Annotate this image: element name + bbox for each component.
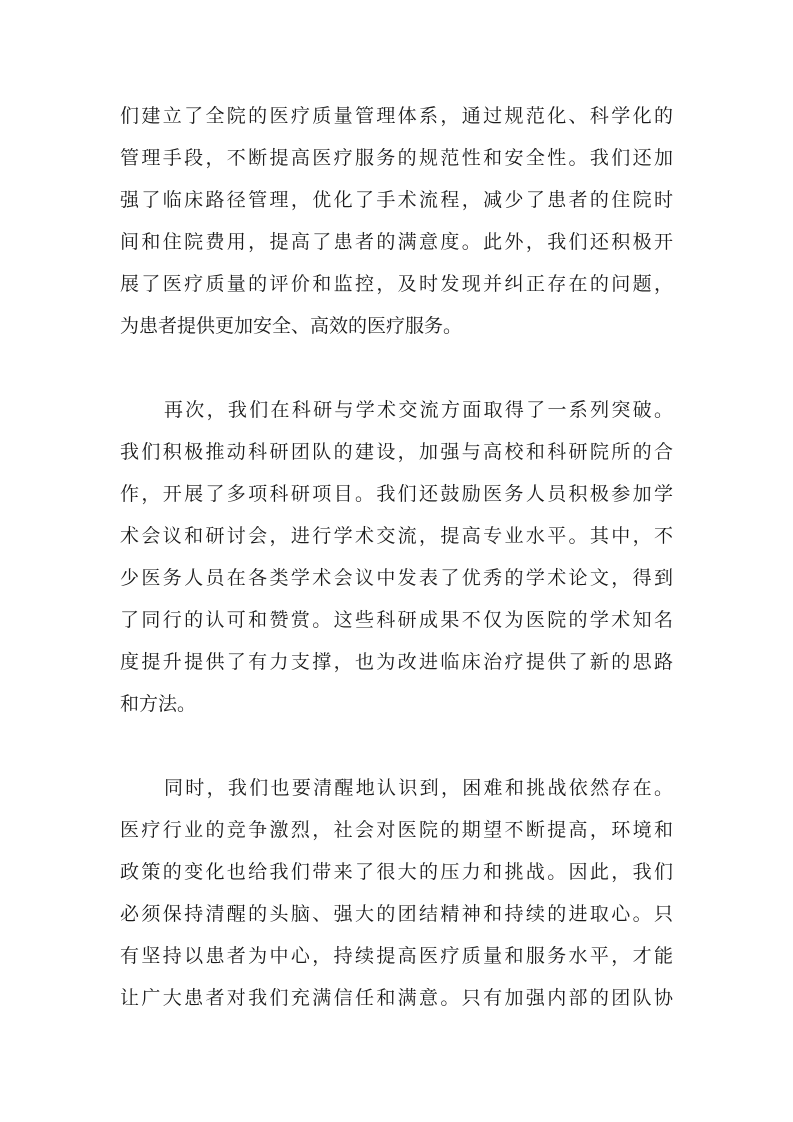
paragraph-3-line-3: 政策的变化也给我们带来了很大的压力和挑战。因此，我们 <box>120 861 673 883</box>
paragraph-3-line-6: 让广大患者对我们充满信任和满意。只有加强内部的团队协 <box>120 987 673 1009</box>
paragraph-1-line-4: 间和住院费用，提高了患者的满意度。此外，我们还积极开 <box>120 231 673 253</box>
paragraph-3-line-2: 医疗行业的竞争激烈，社会对医院的期望不断提高，环境和 <box>120 819 673 841</box>
paragraph-2-line-6: 了同行的认可和赞赏。这些科研成果不仅为医院的学术知名 <box>120 609 673 631</box>
paragraph-2-line-1: 再次，我们在科研与学术交流方面取得了一系列突破。 <box>164 399 673 421</box>
paragraph-3-line-1: 同时，我们也要清醒地认识到，困难和挑战依然存在。 <box>164 777 673 799</box>
paragraph-2-line-5: 少医务人员在各类学术会议中发表了优秀的学术论文，得到 <box>120 567 673 589</box>
paragraph-2-line-8: 和方法。 <box>120 693 197 715</box>
paragraph-3-line-5: 有坚持以患者为中心，持续提高医疗质量和服务水平，才能 <box>120 945 673 967</box>
paragraph-1-line-2: 管理手段，不断提高医疗服务的规范性和安全性。我们还加 <box>120 147 673 169</box>
paragraph-2-line-7: 度提升提供了有力支撑，也为改进临床治疗提供了新的思路 <box>120 651 673 673</box>
paragraph-3-line-4: 必须保持清醒的头脑、强大的团结精神和持续的进取心。只 <box>120 903 673 925</box>
paragraph-1-line-5: 展了医疗质量的评价和监控，及时发现并纠正存在的问题， <box>120 273 673 295</box>
paragraph-2-line-2: 我们积极推动科研团队的建设，加强与高校和科研院所的合 <box>120 441 673 463</box>
paragraph-2-line-4: 术会议和研讨会，进行学术交流，提高专业水平。其中，不 <box>120 525 673 547</box>
paragraph-1-line-1: 们建立了全院的医疗质量管理体系，通过规范化、科学化的 <box>120 105 673 127</box>
paragraph-2-line-3: 作，开展了多项科研项目。我们还鼓励医务人员积极参加学 <box>120 483 673 505</box>
paragraph-1-line-6: 为患者提供更加安全、高效的医疗服务。 <box>120 315 463 337</box>
paragraph-1-line-3: 强了临床路径管理，优化了手术流程，减少了患者的住院时 <box>120 189 673 211</box>
